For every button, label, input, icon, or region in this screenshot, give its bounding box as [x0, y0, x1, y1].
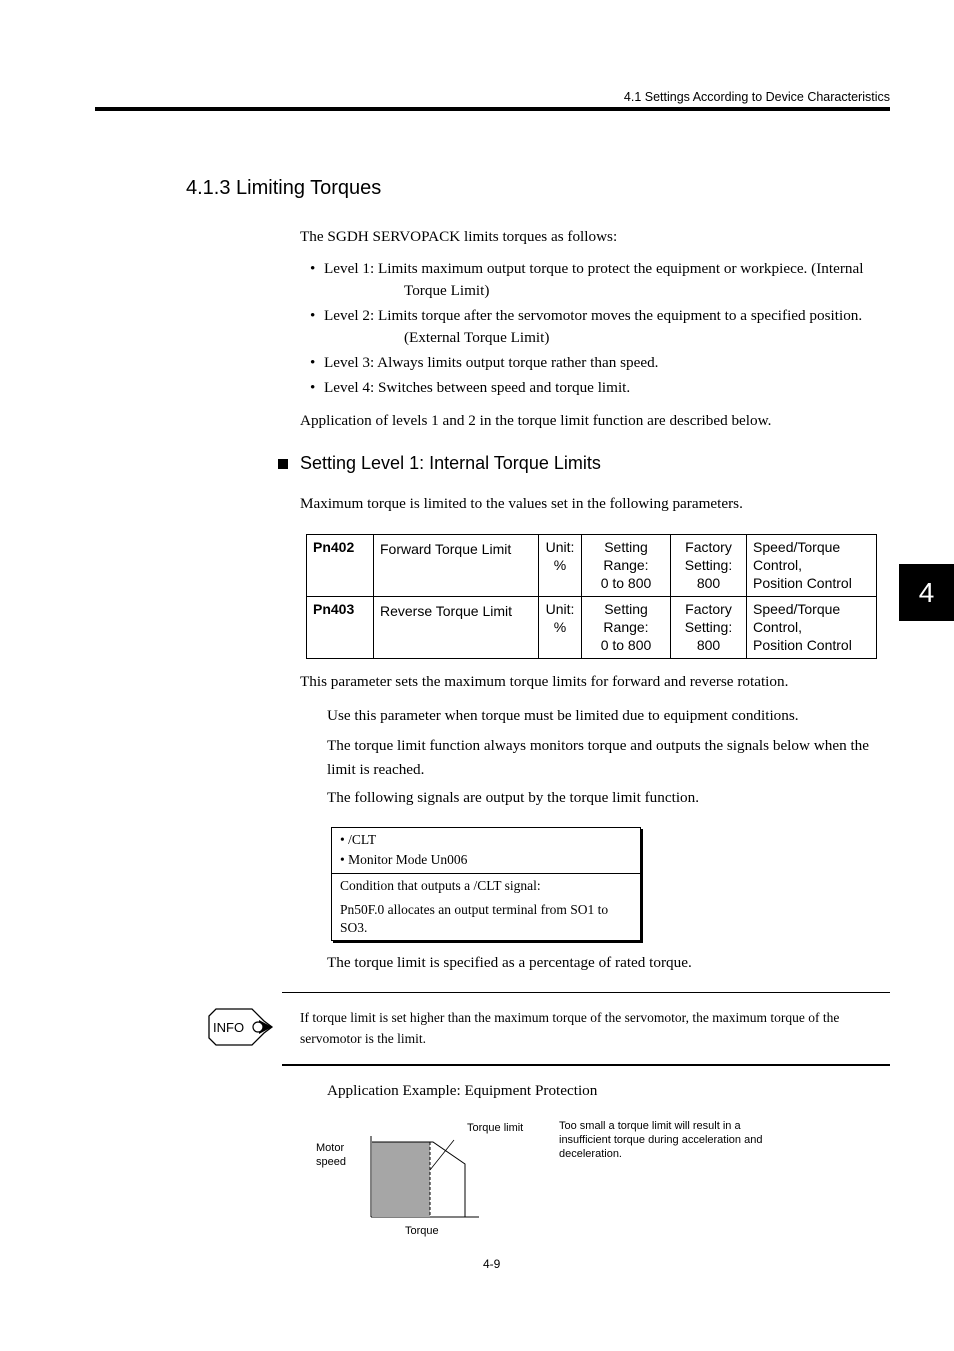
- factory-label: Factory: [685, 601, 732, 617]
- signal-item: • Monitor Mode Un006: [340, 852, 468, 867]
- bullet-continuation: Torque Limit): [404, 282, 490, 299]
- section-title: 4.1.3 Limiting Torques: [186, 177, 382, 199]
- paragraph: The torque limit is specified as a percentage of rated torque.: [327, 954, 692, 971]
- torque-limit-label: Torque limit: [467, 1122, 524, 1134]
- signal-box: [331, 827, 641, 941]
- range-label: Setting: [604, 539, 648, 555]
- factory-value: 800: [696, 637, 721, 653]
- factory-value: 800: [696, 575, 721, 591]
- control-mode: Control,: [753, 619, 803, 635]
- bullet-text: Level 2: Limits torque after the servomotor moves the equipment to a specified position.: [324, 307, 863, 324]
- unit-value: %: [553, 619, 567, 635]
- application-text: Application of levels 1 and 2 in the torque limit function are described below.: [300, 412, 772, 429]
- control-mode: Position Control: [753, 637, 852, 653]
- condition-text: Condition that outputs a /CLT signal:: [340, 878, 541, 893]
- bullet-mark: •: [310, 260, 316, 277]
- paragraph: Use this parameter when torque must be limited due to equipment conditions.: [327, 707, 799, 724]
- parameter-table: [306, 534, 877, 659]
- control-cell: [747, 597, 877, 659]
- bullet-text: Level 3: Always limits output torque rather than speed.: [324, 354, 659, 371]
- page-number: 4-9: [483, 1257, 501, 1271]
- range-label: Range:: [603, 619, 649, 635]
- chapter-tab: 4: [899, 564, 954, 621]
- param-number: Pn403: [307, 597, 374, 659]
- range-label: Range:: [603, 557, 649, 573]
- signal-condition: [332, 874, 640, 940]
- control-mode: Control,: [753, 557, 803, 573]
- subsection-heading: [278, 453, 601, 474]
- factory-label: Setting:: [684, 557, 733, 573]
- factory-label: Factory: [685, 539, 732, 555]
- subsection-intro: Maximum torque is limited to the values set in the following parameters.: [300, 495, 743, 512]
- list-item: [310, 258, 890, 302]
- unit-label: Unit:: [545, 601, 575, 617]
- torque-axis-label: Torque: [405, 1225, 439, 1237]
- unit-value: %: [553, 557, 567, 573]
- example-note: Too small a torque limit will result in a insufficient torque during acceleration and deceleration.: [559, 1120, 763, 1160]
- list-item: [310, 377, 890, 399]
- param-number: Pn402: [307, 535, 374, 597]
- motor-speed-label: [316, 1141, 346, 1169]
- factory-cell: [671, 597, 747, 659]
- bullet-mark: •: [310, 354, 316, 371]
- paragraph: The torque limit function always monitors torque and outputs the signals below when the limit is reached.: [327, 737, 870, 778]
- control-mode: Speed/Torque: [753, 539, 841, 555]
- param-name: Forward Torque Limit: [374, 535, 539, 597]
- example-title: Application Example: Equipment Protection: [327, 1082, 598, 1099]
- info-icon-label: INFO: [213, 1020, 245, 1035]
- range-label: Setting: [604, 601, 648, 617]
- torque-area: [372, 1142, 430, 1217]
- unit-cell: [539, 597, 582, 659]
- motor-speed-line: Motor: [316, 1142, 345, 1154]
- motor-speed-line: speed: [316, 1156, 346, 1168]
- signal-list: [332, 828, 640, 874]
- bullet-list: [310, 258, 890, 402]
- info-icon-graphic: [208, 1008, 274, 1046]
- control-cell: [747, 535, 877, 597]
- section-intro: The SGDH SERVOPACK limits torques as follows:: [300, 228, 618, 245]
- bullet-text: Level 4: Switches between speed and torque limit.: [324, 379, 631, 396]
- allocation-text: Pn50F.0 allocates an output terminal from SO1 to SO3.: [340, 902, 609, 935]
- range-value: 0 to 800: [600, 575, 652, 591]
- info-bottom-rule: [282, 1064, 890, 1066]
- range-cell: [582, 535, 671, 597]
- bullet-continuation: (External Torque Limit): [404, 329, 550, 346]
- info-text: If torque limit is set higher than the maximum torque of the servomotor, the maximum torque of the servomotor is the limit.: [300, 1010, 840, 1046]
- list-item: [310, 352, 890, 374]
- control-mode: Speed/Torque: [753, 601, 841, 617]
- square-bullet-icon: [278, 459, 288, 469]
- paragraph: This parameter sets the maximum torque limits for forward and reverse rotation.: [300, 673, 789, 690]
- range-cell: [582, 597, 671, 659]
- torque-diagram: [360, 1128, 485, 1223]
- unit-cell: [539, 535, 582, 597]
- header-rule: [95, 107, 890, 111]
- bullet-mark: •: [310, 379, 316, 396]
- control-mode: Position Control: [753, 575, 852, 591]
- unit-label: Unit:: [545, 539, 575, 555]
- factory-label: Setting:: [684, 619, 733, 635]
- bullet-mark: •: [310, 307, 316, 324]
- info-top-rule: [282, 992, 890, 993]
- bullet-text: Level 1: Limits maximum output torque to protect the equipment or workpiece. (Internal: [324, 260, 864, 277]
- list-item: [310, 305, 890, 349]
- table-row: [307, 535, 877, 597]
- range-value: 0 to 800: [600, 637, 652, 653]
- factory-cell: [671, 535, 747, 597]
- table-row: [307, 597, 877, 659]
- param-name: Reverse Torque Limit: [374, 597, 539, 659]
- running-head: 4.1 Settings According to Device Characteristics: [623, 90, 890, 104]
- info-icon: [208, 1008, 274, 1051]
- subsection-title: Setting Level 1: Internal Torque Limits: [300, 453, 601, 473]
- signal-item: • /CLT: [340, 832, 377, 847]
- paragraph: The following signals are output by the torque limit function.: [327, 789, 700, 806]
- leader-line: [430, 1140, 454, 1170]
